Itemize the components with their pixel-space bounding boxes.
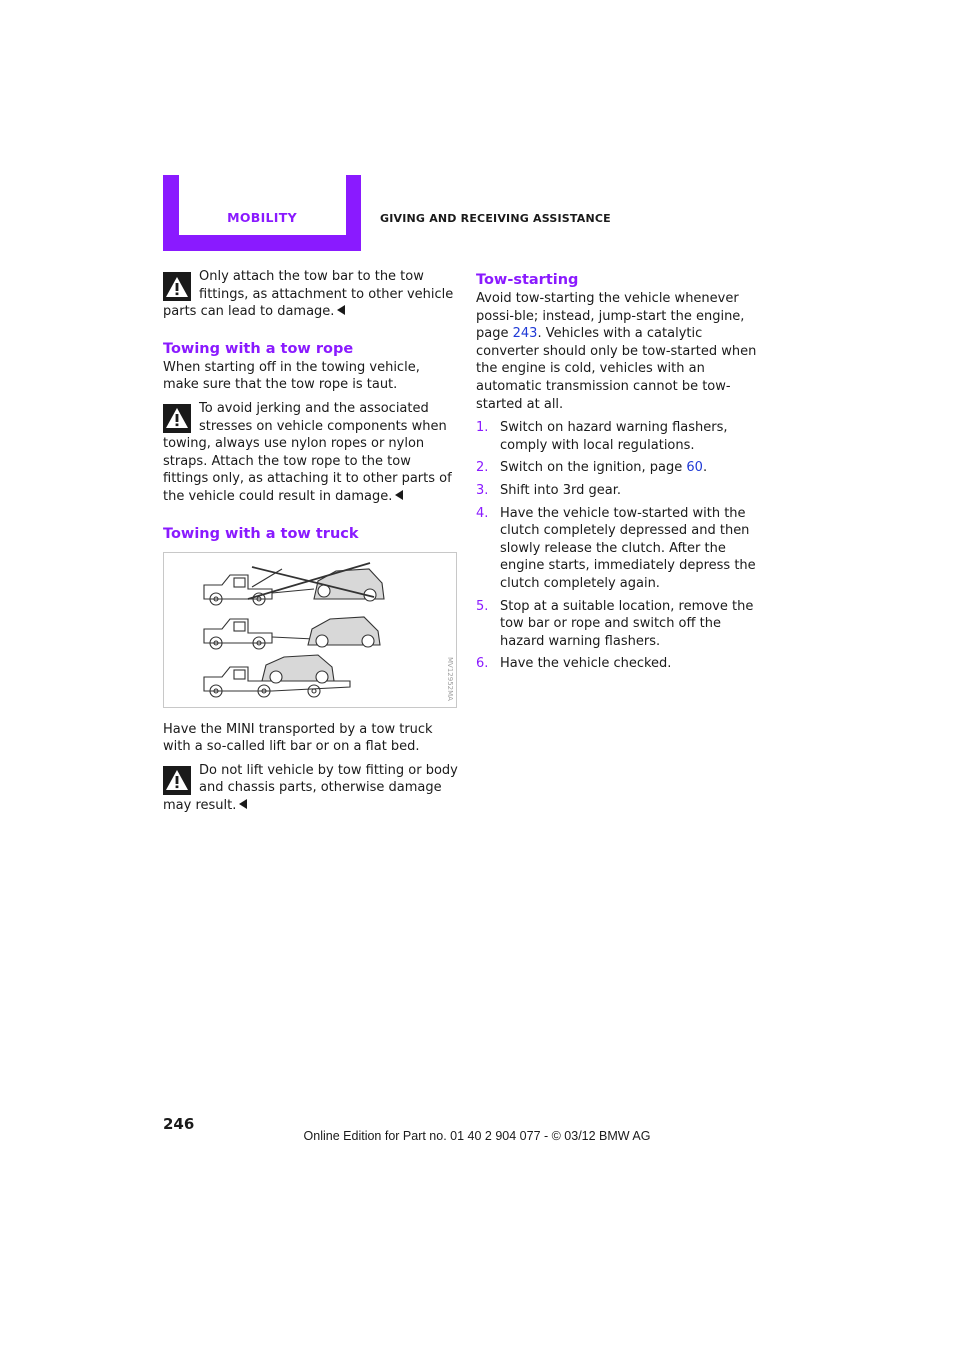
page-link-243[interactable]: 243 bbox=[512, 326, 538, 342]
tow-starting-body: Avoid tow-starting the vehicle whenever possi-ble; instead, jump-start the engine, page 243. Vehicles with a catalytic converter should only be tow-started when the engine is cold, vehicles with an automatic transmission cannot be tow-started at all. bbox=[476, 291, 757, 412]
list-item: 3. Shift into 3rd gear. bbox=[476, 482, 621, 498]
section-title-tow-truck: Towing with a tow truck bbox=[163, 525, 359, 542]
list-item: 6. Have the vehicle checked. bbox=[476, 656, 672, 672]
tow-truck-illustration bbox=[163, 552, 457, 708]
tow-truck-body: Have the MINI transported by a tow truck with a so-called lift bar or on a flat bed. bbox=[163, 721, 433, 755]
page-number: 246 bbox=[163, 1115, 195, 1133]
end-mark-icon bbox=[337, 305, 345, 315]
list-item: 1. Switch on hazard warning flashers, comply with local regulations. bbox=[476, 420, 728, 453]
warning-note bbox=[163, 268, 458, 321]
list-item: 5. Stop at a suitable location, remove the tow bar or rope and switch off the hazard warning flashers. bbox=[476, 598, 754, 649]
tow-rope-body: When starting off in the towing vehicle, make sure that the tow rope is taut. bbox=[163, 359, 420, 393]
right-column bbox=[476, 268, 768, 678]
towing-flat-bed-figure bbox=[204, 655, 350, 697]
warning-text: Only attach the tow bar to the tow fittings, as attachment to other vehicle parts can lead to damage. bbox=[163, 269, 454, 320]
list-item: 4. Have the vehicle tow-started with the clutch completely depressed and then slowly release the clutch. After the engine starts, immediately depress the clutch completely again. bbox=[476, 505, 756, 591]
warning-note bbox=[163, 762, 458, 815]
towing-wrong-method-figure bbox=[204, 563, 384, 605]
list-item: 2. Switch on the ignition, page 60. bbox=[476, 460, 708, 476]
tow-starting-steps bbox=[476, 419, 768, 673]
running-head: GIVING AND RECEIVING ASSISTANCE bbox=[380, 212, 611, 225]
page-link-60[interactable]: 60 bbox=[686, 460, 703, 476]
warning-icon bbox=[163, 272, 191, 301]
end-mark-icon bbox=[395, 490, 403, 500]
section-title-tow-rope: Towing with a tow rope bbox=[163, 340, 354, 357]
end-mark-icon bbox=[239, 799, 247, 809]
warning-icon bbox=[163, 404, 191, 433]
warning-text: To avoid jerking and the associated stresses on vehicle components when towing, always use nylon ropes or nylon straps. Attach the tow rope to the tow fittings only, as attaching it to other parts of the vehicle could result in damage. bbox=[163, 400, 452, 504]
edition-footer: Online Edition for Part no. 01 40 2 904 077 - © 03/12 BMW AG bbox=[303, 1129, 651, 1143]
section-title-tow-starting: Tow-starting bbox=[476, 272, 579, 288]
warning-icon bbox=[163, 766, 191, 795]
warning-text: Do not lift vehicle by tow fitting or body and chassis parts, otherwise damage may result. bbox=[163, 762, 458, 813]
chapter-tab-label: MOBILITY bbox=[227, 210, 297, 225]
towing-lift-bar-figure bbox=[204, 617, 380, 649]
warning-note bbox=[163, 400, 458, 506]
figure-code: MV12952MA bbox=[446, 656, 454, 701]
chapter-tab[interactable] bbox=[163, 175, 361, 251]
left-column bbox=[163, 268, 458, 821]
